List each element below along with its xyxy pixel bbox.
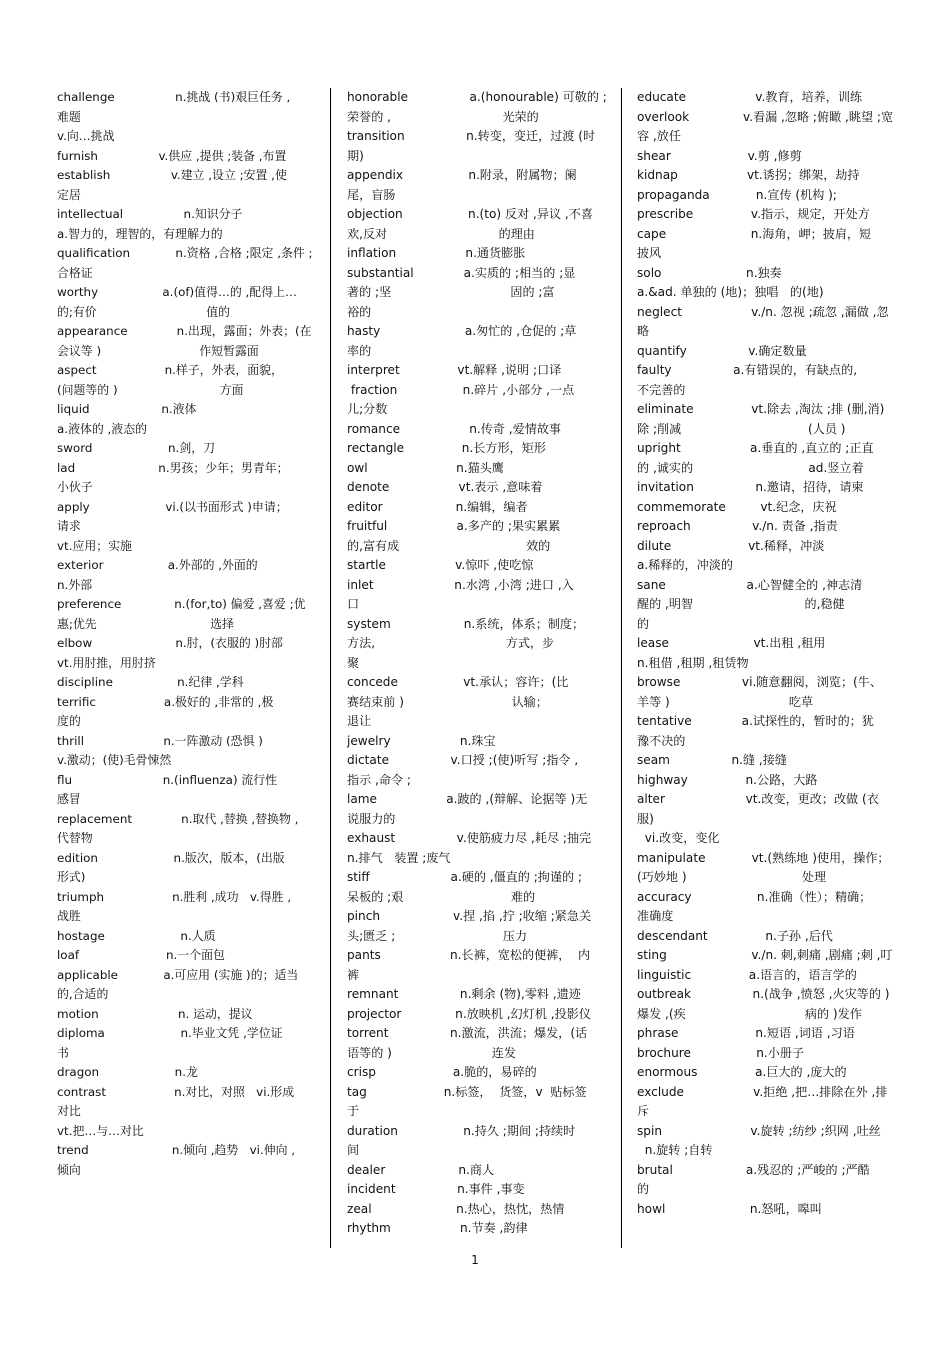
vocab-line: system n.系统，体系；制度；: [347, 616, 585, 631]
vocab-line: exterior a.外部的 ,外面的: [57, 558, 258, 572]
vocab-line: 尾，盲肠: [347, 187, 396, 202]
vocab-line: cape n.海角，岬；披肩，短: [637, 226, 872, 241]
vocab-line: 的 ,诚实的 ad.竖立着: [637, 460, 864, 475]
vocab-line: dragon n.龙: [57, 1065, 198, 1079]
vocab-line: tentative a.试探性的，暂时的；犹: [637, 714, 874, 728]
vocab-line: neglect v./n. 忽视 ;疏忽 ,漏做 ,忽: [637, 304, 889, 319]
vocab-column-3: [637, 88, 895, 1219]
vocab-line: linguistic a.语言的，语言学的: [637, 967, 857, 982]
vocab-line: exhaust v.使筋疲力尽 ,耗尽 ;抽完: [347, 831, 592, 845]
vocab-line: a.智力的，理智的，有理解力的: [57, 226, 223, 241]
vocab-line: 惠;优先 选择: [57, 616, 234, 631]
vocab-line: a.稀释的，冲淡的: [637, 558, 733, 572]
vocab-line: 的: [637, 616, 650, 631]
vocab-line: objection n.(to) 反对 ,异议 ,不喜: [347, 207, 593, 221]
vocab-line: 裤: [347, 967, 360, 982]
vocab-line: 感冒: [57, 792, 81, 806]
vocab-line: 小伙子: [57, 480, 93, 494]
vocab-line: challenge n.挑战 (书)艰巨任务 ,: [57, 90, 291, 104]
vocab-line: a.&ad. 单独的 (地)；独唱 的(地): [637, 285, 824, 299]
vocab-line: intellectual n.知识分子: [57, 207, 243, 221]
vocab-line: v.向…挑战: [57, 129, 115, 143]
vocab-line: inflation n.通货膨胀: [347, 246, 526, 260]
vocab-line: remnant n.剩余 (物),零料 ,遗迹: [347, 987, 581, 1001]
vocab-line: seam n.缝 ,接缝: [637, 753, 787, 767]
vocab-line: 准确度: [637, 909, 674, 923]
vocab-line: vt.应用；实施: [57, 538, 132, 553]
vocab-line: torrent n.激流，洪流；爆发，(话: [347, 1026, 588, 1040]
vocab-line: 度的: [57, 714, 81, 728]
vocab-line: 头;匮乏 ; 压力: [347, 928, 528, 943]
vocab-line: v.激动；(使)毛骨悚然: [57, 753, 172, 767]
vocab-line: 除 ;削减 (人员 ): [637, 421, 846, 436]
vocab-line: eliminate vt.除去 ,淘汰 ;排 (删,消): [637, 402, 885, 416]
vocab-line: 书: [57, 1045, 69, 1060]
vocab-line: diploma n.毕业文凭 ,学位证: [57, 1026, 283, 1040]
vocab-line: howl n.怒吼，嗥叫: [637, 1201, 822, 1216]
vocab-line: discipline n.纪律 ,学科: [57, 675, 244, 689]
vocab-line: 战胜: [57, 909, 81, 923]
vocab-line: 著的 ;坚 固的 ;富: [347, 285, 555, 299]
vocab-line: loaf n.一个面包: [57, 948, 225, 962]
vocab-line: educate v.教育，培养，训练: [637, 90, 863, 104]
vocab-line: 爆发 ,(疾 病的 )发作: [637, 1006, 862, 1021]
vocab-line: lame a.跛的 ,(辩解、论据等 )无: [347, 792, 588, 806]
vocab-line: stiff a.硬的 ,僵直的 ;拘谨的 ;: [347, 870, 582, 884]
vocab-line: worthy a.(of)值得…的 ,配得上…: [57, 285, 297, 299]
vocab-line: exclude v.拒绝 ,把…排除在外 ,排: [637, 1084, 888, 1099]
vocab-line: 定居: [57, 187, 81, 202]
vocab-line: fruitful a.多产的 ;果实累累: [347, 519, 561, 533]
vocab-line: outbreak n.(战争 ,愤怒 ,火灾等的 ): [637, 987, 890, 1001]
vocab-line: 方法, 方式，步: [347, 636, 555, 650]
vocab-line: duration n.持久 ;期间 ;持续时: [347, 1123, 576, 1138]
vocab-line: 斥: [637, 1104, 650, 1118]
vocab-line: 语等的 ) 连发: [347, 1045, 516, 1060]
vocab-line: vt.用肘推，用肘挤: [57, 655, 156, 670]
vocab-line: rectangle n.长方形，矩形: [347, 441, 546, 455]
vocab-line: dilute vt.稀释，冲淡: [637, 538, 825, 553]
vocab-line: elbow n.肘，(衣服的 )肘部: [57, 636, 283, 650]
vocab-line: 呆板的 ;艰 难的: [347, 889, 536, 904]
vocab-line: n.外部: [57, 577, 93, 592]
vocab-line: brochure n.小册子: [637, 1045, 805, 1060]
vocab-line: vt.把…与…对比: [57, 1123, 144, 1138]
vocab-line: contrast n.对比，对照 vi.形成: [57, 1084, 295, 1099]
vocab-column-2: [347, 88, 609, 1239]
vocab-line: dealer n.商人: [347, 1162, 495, 1177]
vocab-line: n.排气 装置 ;废气: [347, 850, 451, 865]
vocab-line: applicable a.可应用 (实施 )的；适当: [57, 967, 299, 982]
vocab-line: replacement n.取代 ,替换 ,替换物 ,: [57, 811, 299, 826]
vocab-line: 赛结束前 ) 认输；: [347, 694, 548, 709]
vocab-line: inlet n.水湾 ,小湾 ;进口 ,入: [347, 577, 574, 592]
vocab-line: aspect n.样子，外表，面貌，: [57, 363, 283, 377]
vocab-line: descendant n.子孙 ,后代: [637, 928, 833, 943]
vocab-line: sane a.心智健全的 ,神志清: [637, 577, 863, 592]
vocab-line: hasty a.匆忙的 ,仓促的 ;草: [347, 324, 577, 338]
vocab-line: projector n.放映机 ,幻灯机 ,投影仪: [347, 1006, 591, 1021]
vocab-line: 荣誉的 , 光荣的: [347, 109, 539, 124]
vocab-line: appendix n.附录，附属物；阑: [347, 168, 577, 182]
page-number: 1: [471, 1253, 479, 1267]
vocab-line: substantial a.实质的 ;相当的 ;显: [347, 265, 576, 280]
vocab-line: 容 ,放任: [637, 129, 681, 143]
vocab-line: n.旋转 ;自转: [637, 1143, 713, 1157]
vocab-line: concede vt.承认；容许；(比: [347, 675, 569, 689]
vocab-line: brutal a.残忍的 ;严峻的 ;严酷: [637, 1162, 870, 1177]
vocab-line: liquid n.液体: [57, 402, 197, 416]
vocab-line: 对比: [57, 1104, 81, 1118]
vocab-line: invitation n.邀请，招待，请柬: [637, 480, 864, 494]
vocab-line: reproach v./n. 责备 ,指责: [637, 519, 838, 533]
vocab-line: 代替物: [57, 831, 93, 845]
vocab-line: transition n.转变，变迁，过渡 (时: [347, 129, 596, 143]
vocab-line: lease vt.出租 ,租用: [637, 636, 826, 650]
vocab-line: accuracy n.准确（性）；精确；: [637, 889, 872, 904]
vocab-line: flu n.(influenza) 流行性: [57, 772, 278, 787]
vocab-line: crisp a.脆的，易碎的: [347, 1065, 537, 1079]
vocab-line: hostage n.人质: [57, 928, 216, 943]
vocab-line: 的,合适的: [57, 987, 109, 1001]
vocab-line: 豫不决的: [637, 733, 686, 748]
vocab-line: fraction n.碎片 ,小部分 ,一点: [347, 382, 575, 397]
vocab-column-1: [57, 88, 315, 1180]
vocab-line: 醒的 ,明智 的,稳健: [637, 597, 845, 611]
vocab-line: interpret vt.解释 ,说明 ;口译: [347, 363, 562, 377]
vocab-line: 会议等 ) 作短暂露面: [57, 343, 259, 358]
vocab-line: 倾向: [57, 1162, 81, 1177]
vocab-line: romance n.传奇 ,爱情故事: [347, 421, 562, 436]
vocab-line: preference n.(for,to) 偏爱 ,喜爱 ;优: [57, 597, 306, 611]
vocab-line: 说服力的: [347, 811, 396, 826]
vocab-line: startle v.惊吓 ,使吃惊: [347, 558, 534, 572]
vocab-line: 儿;分数: [347, 402, 388, 416]
vocab-line: sting v./n. 刺,刺痛 ,剧痛 ;刺 ,叮: [637, 948, 893, 962]
vocab-line: dictate v.口授 ;(使)听写 ;指令 ,: [347, 753, 579, 767]
vocab-line: phrase n.短语 ,词语 ,习语: [637, 1026, 855, 1040]
vocab-line: trend n.倾向 ,趋势 vi.伸向 ,: [57, 1143, 296, 1157]
vocab-line: alter vt.改变，更改；改做 (衣: [637, 792, 879, 806]
vocab-line: n.租借 ,租期 ,租赁物: [637, 655, 749, 670]
vocab-line: furnish v.供应 ,提供 ;装备 ,布置: [57, 148, 287, 163]
vocab-line: tag n.标签， 货签，v 贴标签: [347, 1084, 587, 1099]
vocab-line: 指示 ,命令 ;: [347, 772, 411, 787]
vocab-line: editor n.编辑，编者: [347, 499, 528, 514]
vocab-line: 间: [347, 1143, 360, 1157]
vocab-line: 合格证: [57, 265, 93, 280]
vocab-line: prescribe v.指示，规定，开处方: [637, 207, 870, 221]
vocab-line: enormous a.巨大的 ,庞大的: [637, 1065, 847, 1079]
vocab-line: pinch v.捏 ,掐 ,拧 ;收缩 ;紧急关: [347, 909, 592, 923]
vocab-line: 服): [637, 811, 654, 826]
vocab-line: 的;有价 值的: [57, 304, 231, 319]
vocab-line: 略: [637, 324, 650, 338]
vocab-line: qualification n.资格 ,合格 ;限定 ,条件 ;: [57, 246, 313, 260]
vocab-line: 率的: [347, 343, 372, 358]
vocab-line: 不完善的: [637, 382, 686, 397]
vocab-line: thrill n.一阵激动 (恐惧 ): [57, 733, 263, 748]
vocab-line: incident n.事件 ,事变: [347, 1182, 525, 1196]
vocab-line: 披风: [637, 246, 662, 260]
vocab-line: solo n.独奏: [637, 265, 782, 280]
vocab-line: denote vt.表示 ,意味着: [347, 480, 543, 494]
column-divider-right: [621, 88, 622, 1248]
vocab-line: 退让: [347, 714, 372, 728]
vocab-line: 裕的: [347, 304, 372, 319]
vocab-line: kidnap vt.诱拐；绑架，劫持: [637, 168, 860, 182]
vocab-line: vi.改变，变化: [637, 831, 720, 845]
vocab-line: highway n.公路，大路: [637, 772, 818, 787]
vocab-line: terrific a.极好的 ,非常的 ,极: [57, 694, 274, 709]
vocab-line: jewelry n.珠宝: [347, 733, 496, 748]
vocab-line: quantify v.确定数量: [637, 343, 807, 358]
vocab-line: (巧妙地 ) 处理: [637, 870, 827, 884]
vocab-line: propaganda n.宣传 (机构 );: [637, 187, 837, 202]
vocab-line: 的: [637, 1182, 650, 1196]
vocab-line: 难题: [57, 109, 81, 124]
vocab-line: rhythm n.节奏 ,韵律: [347, 1221, 528, 1235]
vocab-line: 的,富有成 效的: [347, 538, 551, 553]
vocab-line: pants n.长裤，宽松的便裤， 内: [347, 948, 591, 962]
vocab-line: manipulate vt.(熟练地 )使用，操作；: [637, 850, 890, 865]
vocab-line: triumph n.胜利 ,成功 v.得胜 ,: [57, 889, 292, 904]
vocab-line: upright a.垂直的 ,直立的 ;正直: [637, 441, 874, 455]
vocab-line: lad n.男孩；少年；男青年；: [57, 460, 289, 475]
vocab-line: shear v.剪 ,修剪: [637, 148, 802, 163]
vocab-line: apply vi.(以书面形式 )申请；: [57, 499, 288, 514]
vocab-line: a.液体的 ,液态的: [57, 421, 147, 436]
vocab-line: overlook v.看漏 ,忽略 ;俯瞰 ,眺望 ;宽: [637, 109, 894, 124]
vocab-line: 欢,反对 的理由: [347, 226, 535, 241]
vocab-line: sword n.剑，刀: [57, 441, 216, 455]
vocab-line: 聚: [347, 655, 360, 670]
vocab-line: 形式): [57, 870, 86, 884]
vocab-line: 请求: [57, 519, 81, 533]
vocab-line: appearance n.出现，露面；外表；(在: [57, 324, 312, 338]
vocab-line: 口: [347, 597, 360, 611]
vocab-line: 于: [347, 1104, 360, 1118]
vocab-line: (问题等的 ) 方面: [57, 382, 244, 397]
vocab-line: commemorate vt.纪念，庆祝: [637, 499, 837, 514]
vocab-line: 期): [347, 148, 364, 163]
vocab-line: faulty a.有错误的，有缺点的,: [637, 363, 858, 377]
vocab-line: owl n.猫头鹰: [347, 460, 504, 475]
column-divider-left: [330, 88, 331, 1248]
vocab-line: motion n. 运动，提议: [57, 1006, 253, 1021]
vocab-line: edition n.版次，版本，(出版: [57, 850, 285, 865]
vocab-line: spin v.旋转 ;纺纱 ;织网 ,吐丝: [637, 1123, 881, 1138]
vocab-line: establish v.建立 ,设立 ;安置 ,使: [57, 168, 287, 182]
vocab-line: honorable a.(honourable) 可敬的 ;: [347, 90, 607, 104]
vocab-line: browse vi.随意翻阅，浏览；(牛、: [637, 675, 882, 689]
vocab-line: 羊等 ) 吃草: [637, 694, 814, 709]
vocab-line: zeal n.热心，热忱，热情: [347, 1201, 565, 1216]
